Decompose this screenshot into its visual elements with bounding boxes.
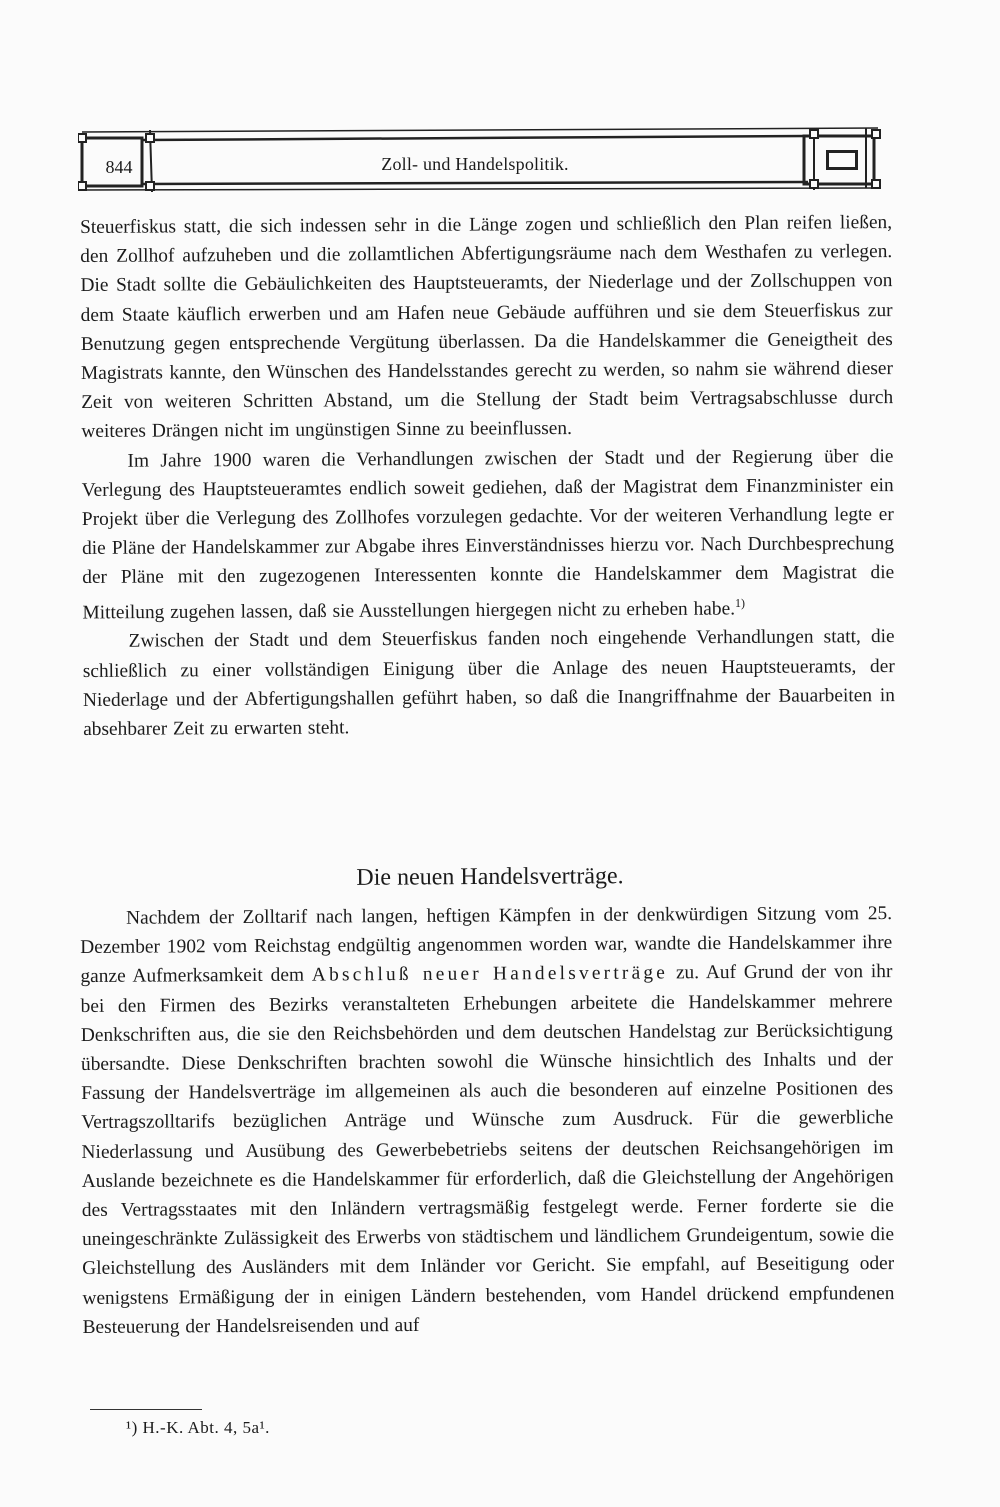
paragraph: [81, 442, 894, 628]
paragraph-text: Nachdem der Zolltarif nach langen, heftigen Kämpfen in der denkwürdigen Sitzung vom 25. Dezember 1902 vom Reichstag endgültig angenommen worden war, wandte die Handelskammer ihre ganze Aufmerksamkeit dem: [80, 903, 893, 988]
text-block-lower: [80, 899, 895, 1342]
ornament-box-icon: [826, 150, 858, 170]
footnote-marker: 1): [734, 595, 746, 610]
paragraph-text: zu. Auf Grund der von ihr bei den Firmen des Bezirks veranstalteten Erhebungen arbeitete die Handelskammer mehrere Denkschriften aus, die sie den Reichsbehörden und dem deutschen Handelstag zur Berücksichtigung übersandte. Diese Denkschriften brachten sowohl die Wünsche hinsichtlich des Inhalts und der Fassung der Handelsverträge im allgemeinen als auch die besonderen auf einzelne Positionen des Vertragszolltarifs bezüglichen Anträge und Wünsche zum Ausdruck. Für die gewerbliche Niederlassung und Ausübung des Gewerbebetriebs seitens der deutschen Reichsangehörigen im Auslande bezeichnete es die Handelskammer für erforderlich, daß die Gleichstellung der Angehörigen des Vertragsstaates mit den Inländern vertragsmäßig festgelegt werde. Ferner forderte sie die uneingeschränkte Zulässigkeit des Erwerbs von städtischem und ländlichem Grundeigentum, sowie die Gleichstellung des Ausländers mit dem Inländer vor Gericht. Sie empfahl, auf Beseitigung oder wenigstens Ermäßigung der in einigen Ländern bestehenden, vom Handel drückend empfundenen Besteuerung der Handelsreisenden und auf: [80, 961, 895, 1338]
paragraph: [80, 899, 895, 1342]
paragraph: Steuerfiskus statt, die sich indessen sehr in die Länge zogen und schließlich den Plan reifen ließen, den Zollhof aufzuheben und die zollamtlichen Abfertigungsräume nach dem Westhafen zu verlegen. Die Stadt sollte die Gebäulichkeiten des Hauptsteueramts, der Niederlage und der Zollschuppen von dem Staate käuflich erwerben und am Hafen neue Gebäude aufführen und sie dem Steuerfiskus zur Benutzung gegen entsprechende Vergütung überlassen. Da die Handelskammer die Geneigtheit des Magistrats kannte, den Wünschen des Handelsstandes gerecht zu werden, so nahm sie während dieser Zeit von weiteren Schritten Abstand, um die Stellung der Stadt beim Vertragsabschlusse durch weiteres Drängen nicht im ungünstigen Sinne zu beeinflussen.: [80, 212, 894, 443]
section-heading: Die neuen Handelsverträge.: [356, 863, 624, 891]
text-block-upper: [80, 208, 895, 744]
spaced-emphasis: Abschluß neuer Handelsverträge: [311, 962, 669, 986]
footnote-rule: [90, 1409, 202, 1410]
footnote: ¹) H.-K. Abt. 4, 5a¹.: [126, 1418, 270, 1437]
paragraph: Zwischen der Stadt und dem Steuerfiskus fanden noch eingehende Verhandlungen statt, die schließlich zu einer vollständigen Einigung über die Anlage des neuen Hauptsteueramts, der Niederlage und der Abfertigungshallen geführt haben, so daß die Inangriffnahme der Bauarbeiten in absehbarer Zeit zu erwarten steht.: [82, 626, 896, 740]
running-title: Zoll- und Handelspolitik.: [381, 154, 569, 174]
page-number: 844: [105, 157, 133, 177]
paragraph-text: Im Jahre 1900 waren die Verhandlungen zwischen der Stadt und der Regierung über die Verlegung des Hauptsteueramtes endlich soweit gediehen, daß der Magistrat dem Finanzminister ein Projekt über die Verlegung des Zollhofes vorzulegen gedachte. Vor der weiteren Verhandlung legte er die Pläne der Handelskammer zur Abgabe ihres Einverständnisses hierzu vor. Nach Durchbesprechung der Pläne mit den zugezogenen Interessenten konnte die Handelskammer dem Magistrat die Mitteilung zugehen lassen, daß sie Ausstellungen hiergegen nicht zu erheben habe.: [81, 445, 895, 624]
